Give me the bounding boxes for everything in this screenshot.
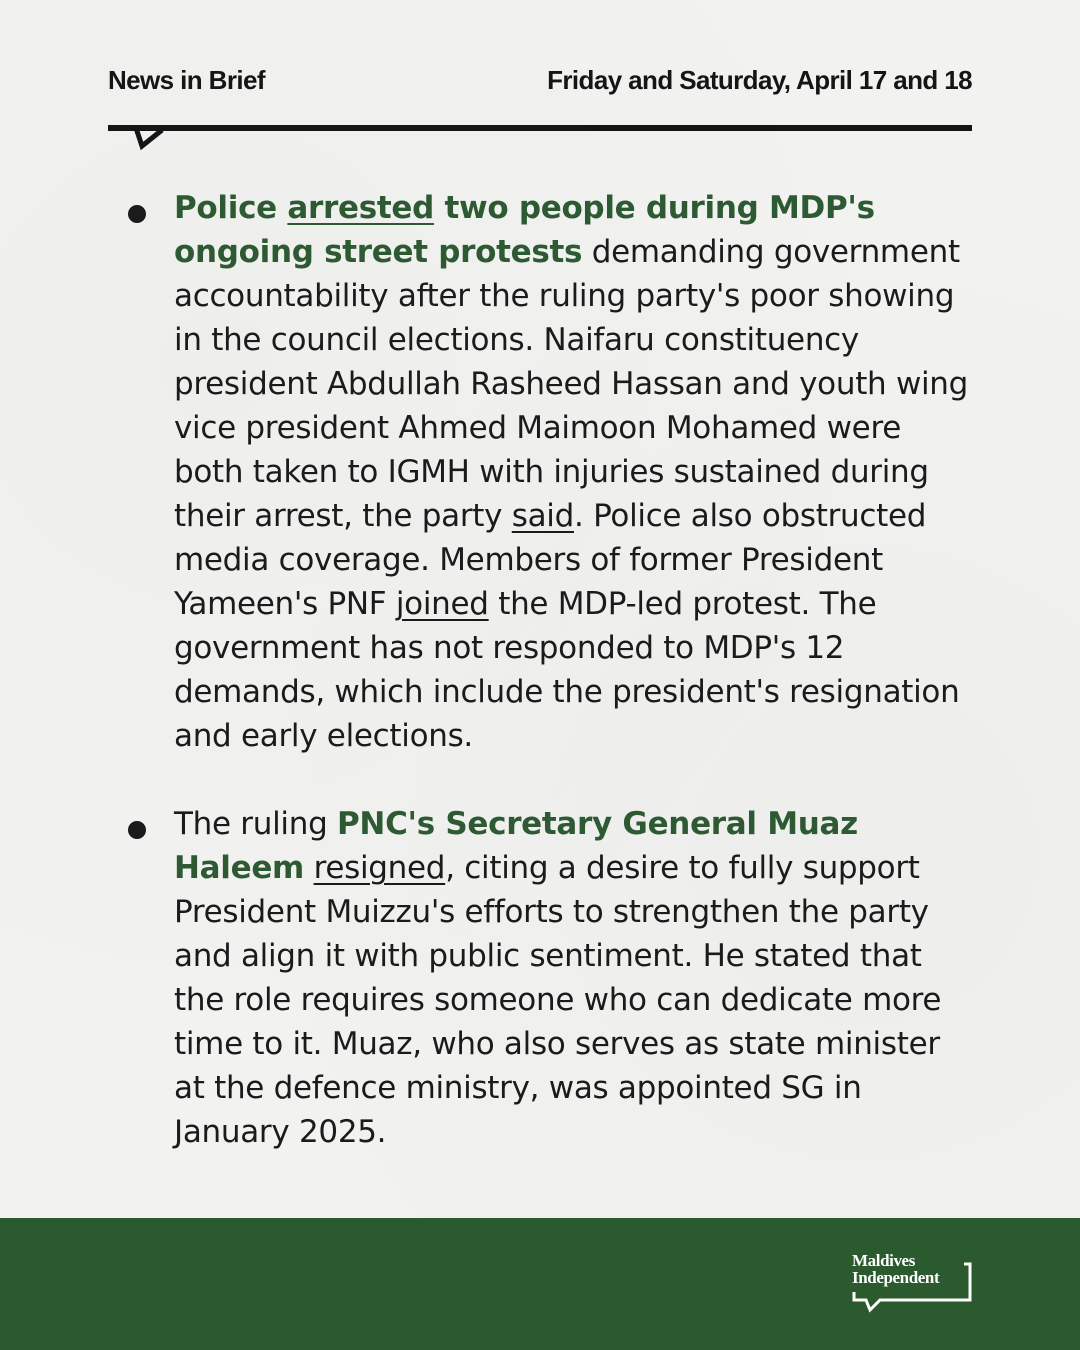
news-list <box>128 186 978 1154</box>
logo-line-2: Independent <box>852 1268 940 1287</box>
bullet-icon <box>128 821 146 839</box>
body-text: . Police also obstructed media coverage. Members of former President Yameen's PNF <box>174 498 927 622</box>
body-text: , citing a desire to fully support President Muizzu's efforts to strengthen the party and align it with public sentiment. He stated that the role requires someone who can dedicate more time to it. Muaz, who also serves as state minister at the defence ministry, was appointed SG in January 2025. <box>174 850 942 1150</box>
section-title: News in Brief <box>108 64 265 95</box>
arrested-link[interactable]: arrested <box>287 190 434 226</box>
headline-text: two people during MDP's ongoing street protests <box>174 190 875 270</box>
logo-line-1: Maldives <box>852 1251 915 1270</box>
resigned-link[interactable]: resigned <box>313 850 446 886</box>
date-label: Friday and Saturday, April 17 and 18 <box>547 64 972 95</box>
body-text: the MDP-led protest. The government has not responded to MDP's 12 demands, which include the president's resignation and early elections. <box>174 586 960 754</box>
bullet-icon <box>128 205 146 223</box>
body-text: demanding government accountability after the ruling party's poor showing in the council elections. Naifaru constituency president Abdullah Rasheed Hassan and youth wing vice president Ahmed Maimoon Mohamed were both taken to IGMH with injuries sustained during their arrest, the party <box>174 234 969 534</box>
joined-link[interactable]: joined <box>395 586 489 622</box>
header-divider <box>108 122 974 152</box>
spacer-text <box>304 850 314 886</box>
headline-text: PNC's Secretary General Muaz Haleem <box>174 806 858 886</box>
news-item <box>128 186 978 758</box>
body-text: The ruling <box>174 806 338 842</box>
maldives-independent-logo <box>852 1252 974 1314</box>
headline-text: Police <box>174 190 288 226</box>
said-link[interactable]: said <box>511 498 574 534</box>
news-item <box>128 802 978 1154</box>
logo-text <box>852 1252 939 1286</box>
header <box>108 60 972 100</box>
